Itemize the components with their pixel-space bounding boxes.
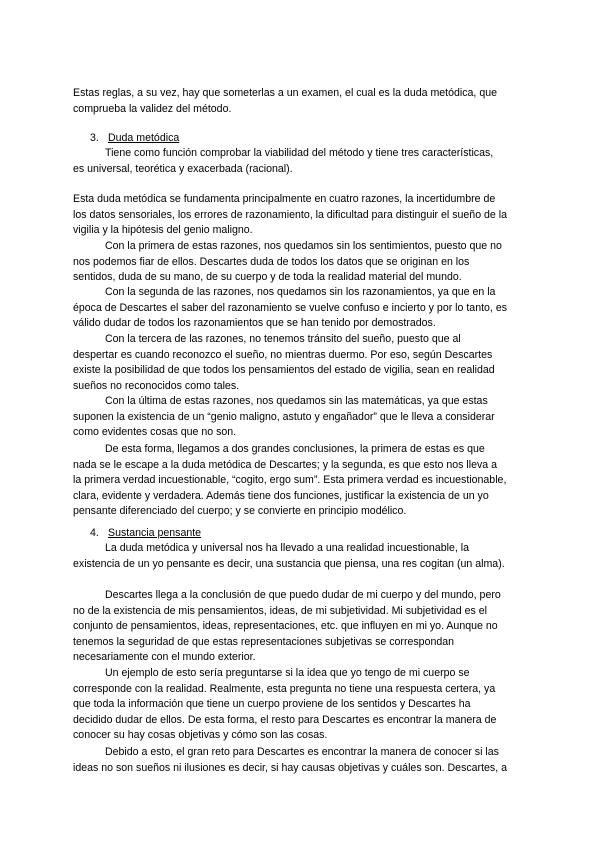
section-heading-3: [90, 131, 179, 147]
text-line: la primera verdad incuestionable, “cogito, ergo sum”. Esta primera verdad es incuestionable,: [73, 474, 507, 487]
text-line: como evidentes cosas que no son.: [73, 426, 237, 439]
example-paragraph: [73, 666, 528, 744]
text-line: Descartes llega a la conclusión de que puedo dudar de mi cuerpo y del mundo, pero: [105, 589, 501, 601]
text-line: Estas reglas, a su vez, hay que someterlas a un examen, el cual es la duda metódica, que: [73, 87, 497, 99]
conclusions-paragraph: [73, 442, 528, 520]
section3-paragraph: [73, 146, 528, 177]
text-line: Con la última de estas razones, nos quedamos sin las matemáticas, ya que estas: [105, 395, 488, 407]
text-line: época de Descartes el saber del razonamiento se vuelve confuso e incierto y por lo tanto, es: [73, 301, 508, 314]
text-line: Esta duda metódica se fundamenta principalmente en cuatro razones, la incertidumbre de: [73, 193, 496, 205]
text-line: De esta forma, llegamos a dos grandes conclusiones, la primera de estas es que: [105, 443, 485, 455]
text-line: no de la existencia de mis pensamientos, ideas, de mi subjetividad. Mi subjetividad es el: [73, 604, 487, 617]
text-line: los datos sensoriales, los errores de razonamiento, la dificultad para distinguir el sueño de la: [73, 208, 507, 221]
text-line: Debido a esto, el gran reto para Descartes es encontrar la manera de conocer si las: [105, 746, 499, 758]
section4-paragraph: [73, 541, 528, 572]
text-line: sueños no reconocidos como tales.: [73, 379, 240, 392]
text-line: nada se le escape a la duda metódica de Descartes; y la segunda, es que esto nos lleva a: [73, 458, 498, 471]
fourth-reason-paragraph: [73, 394, 528, 441]
text-line: conocer su hay cosas objetivas y cómo son las cosas.: [73, 729, 328, 742]
subjectivity-paragraph: [73, 588, 528, 666]
first-reason-paragraph: [73, 239, 528, 286]
text-line: es universal, teorética y exacerbada (racional).: [73, 162, 293, 175]
text-line: tenemos la seguridad de que estas representaciones subjetivas se correspondan: [73, 635, 455, 648]
text-line: Con la tercera de las razones, no tenemos tránsito del sueño, puesto que al: [105, 333, 461, 345]
text-line: necesariamente con el mundo exterior.: [73, 651, 256, 664]
text-line: decidido dudar de ellos. De esta forma, el resto para Descartes es encontrar la manera de: [73, 713, 497, 726]
challenge-paragraph: [73, 745, 528, 776]
section-heading-4: [90, 526, 201, 542]
section-number: 3.: [90, 132, 99, 144]
text-line: válido dudar de todos los razonamientos que se han tenido por demostrados.: [73, 317, 436, 330]
text-line: Con la primera de estas razones, nos quedamos sin los sentimientos, puesto que no: [105, 240, 502, 252]
reasons-paragraph: [73, 192, 528, 239]
text-line: existencia de un yo pensante es decir, una sustancia que piensa, una res cogitan (un alma).: [73, 557, 505, 570]
text-line: comprueba la validez del método.: [73, 102, 232, 115]
text-line: pensante diferenciado del cuerpo; y se convierte en principio modélico.: [73, 505, 407, 518]
text-line: que toda la información que tiene un cuerpo proviene de los sentidos y Descartes ha: [73, 698, 471, 711]
intro-paragraph: [73, 86, 528, 117]
second-reason-paragraph: [73, 285, 528, 332]
section-title: Duda metódica: [108, 132, 180, 144]
text-line: Un ejemplo de esto sería preguntarse si la idea que yo tengo de mi cuerpo se: [105, 667, 470, 679]
text-line: Tiene como función comprobar la viabilidad del método y tiene tres características,: [105, 147, 494, 159]
text-line: conjunto de pensamientos, ideas, representaciones, etc. que influyen en mi yo. Aunque no: [73, 620, 498, 633]
text-line: suponen la existencia de un “genio maligno, astuto y engañador” que le lleva a considerar: [73, 410, 495, 423]
text-line: ideas no son sueños ni ilusiones es decir, si hay causas objetivas y cuáles son. Descartes, a: [73, 761, 507, 774]
text-line: corresponde con la realidad. Realmente, esta pregunta no tiene una respuesta certera, ya: [73, 682, 496, 695]
text-line: sentidos, duda de su mano, de su cuerpo y de toda la realidad material del mundo.: [73, 271, 462, 284]
text-line: clara, evidente y verdadera. Además tiene dos funciones, justificar la existencia de un yo: [73, 489, 489, 502]
section-title: Sustancia pensante: [108, 527, 202, 539]
text-line: vigilia y la hipótesis del genio maligno.: [73, 224, 253, 237]
text-line: despertar es cuando reconozco el sueño, no mientras duermo. Por eso, según Descartes: [73, 348, 493, 361]
text-line: Con la segunda de las razones, nos quedamos sin los razonamientos, ya que en la: [105, 286, 496, 298]
third-reason-paragraph: [73, 332, 528, 394]
text-line: nos podemos fiar de ellos. Descartes duda de todos los datos que se originan en los: [73, 255, 470, 268]
section-number: 4.: [90, 527, 99, 539]
text-line: existe la posibilidad de que todos los pensamientos del estado de vigilia, sean en realidad: [73, 364, 495, 377]
text-line: La duda metódica y universal nos ha llevado a una realidad incuestionable, la: [105, 542, 469, 554]
